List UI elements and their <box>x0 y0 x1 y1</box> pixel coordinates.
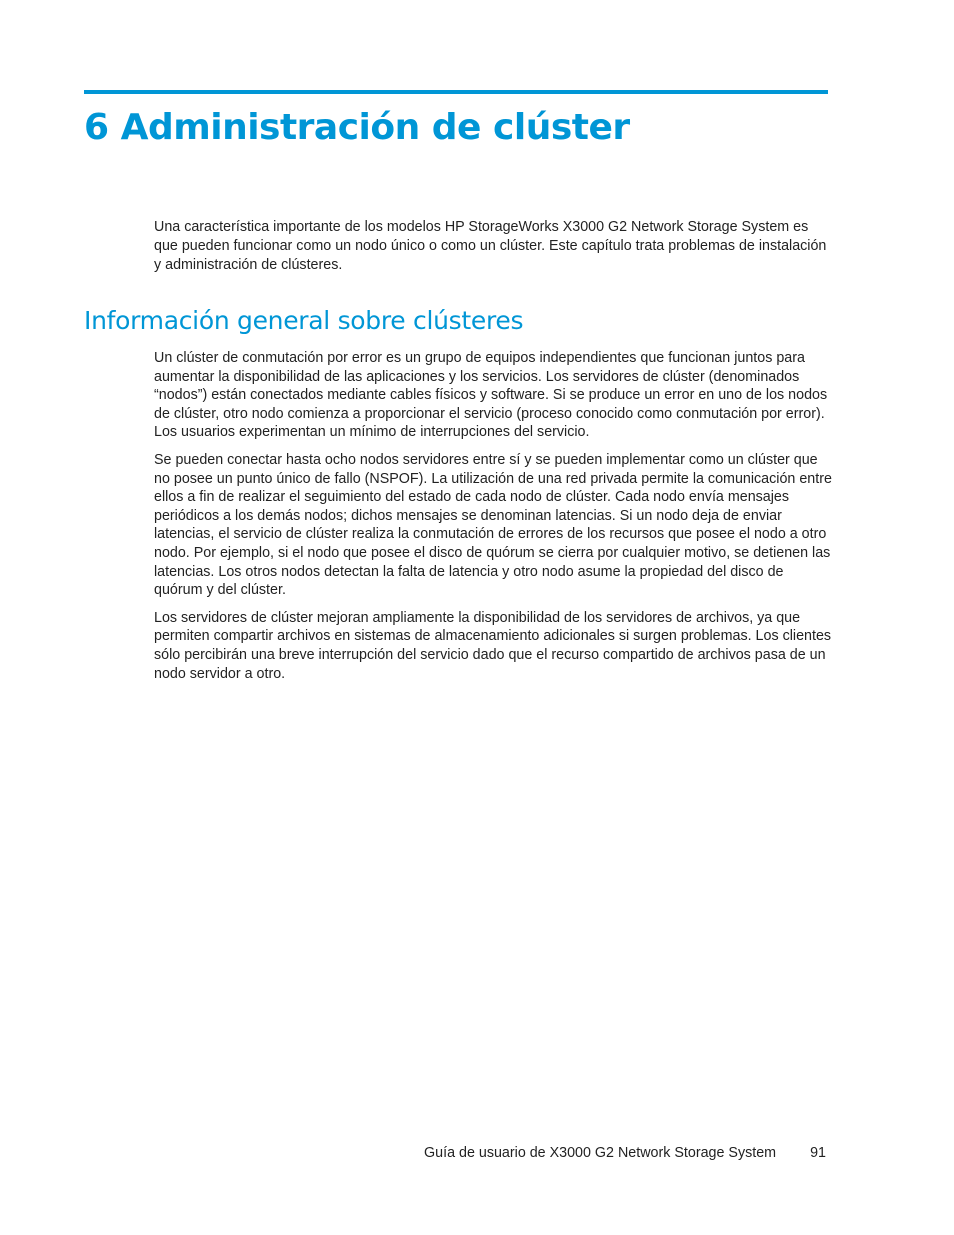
page-number: 91 <box>810 1145 826 1161</box>
footer-guide-title: Guía de usuario de X3000 G2 Network Storage System <box>424 1145 777 1161</box>
section-paragraph-1: Un clúster de conmutación por error es un grupo de equipos independientes que funcionan juntos para aumentar la disponibilidad de las aplicaciones y los servicios. Los servidores de clúster (denominados “nodos”) están conectados mediante cables físicos y software. Si se produce un error en uno de los nodos de clúster, otro nodo comienza a proporcionar el servicio (proceso conocido como conmutación por error). Los usuarios experimentan un mínimo de interrupciones del servicio. <box>154 350 828 441</box>
chapter-intro-paragraph: Una característica importante de los modelos HP StorageWorks X3000 G2 Network Storage System es que pueden funcionar como un nodo único o como un clúster. Este capítulo trata problemas de instalación y administración de clústeres. <box>154 219 827 273</box>
chapter-top-rule <box>84 90 828 94</box>
section-paragraph-2: Se pueden conectar hasta ocho nodos servidores entre sí y se pueden implementar como un clúster que no posee un punto único de fallo (NSPOF). La utilización de una red privada permite la comunicación entre ellos a fin de realizar el seguimiento del estado de cada nodo de clúster. Cada nodo envía mensajes periódicos a los demás nodos; dichos mensajes se denominan latencias. Si un nodo deja de enviar latencias, el servicio de clúster realiza la conmutación de errores de los recursos que posee el nodo a otro nodo. Por ejemplo, si el nodo que posee el disco de quórum se cierra por cualquier motivo, se detienen las latencias. Los otros nodos detectan la falta de latencia y otro nodo asume la propiedad del disco de quórum y del clúster. <box>154 451 832 599</box>
page-footer <box>300 1144 826 1163</box>
section-title: Información general sobre clústeres <box>84 306 524 335</box>
chapter-title: 6 Administración de clúster <box>84 107 630 148</box>
section-paragraph-3: Los servidores de clúster mejoran ampliamente la disponibilidad de los servidores de archivos, ya que permiten compartir archivos en sistemas de almacenamiento adicionales si surgen problemas. Los clientes sólo percibirán una breve interrupción del servicio dado que el recurso compartido de archivos pasa de un nodo servidor a otro. <box>154 609 832 682</box>
section-body <box>154 349 834 692</box>
